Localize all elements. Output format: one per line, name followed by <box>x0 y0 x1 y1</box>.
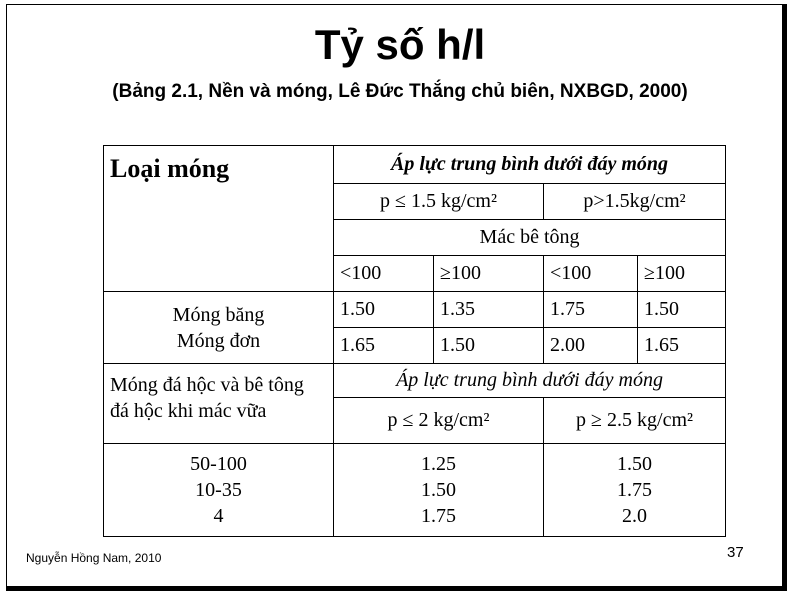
table-cell: 2.0 <box>622 505 648 527</box>
strip-isolated-label <box>104 292 334 364</box>
isolated-foundation-label: Móng đơn <box>176 329 261 352</box>
header-concrete-grade: Mác bê tông <box>334 220 726 256</box>
header-foundation-type: Loại móng <box>104 146 334 292</box>
header-pressure-low: p ≤ 1.5 kg/cm² <box>334 184 544 220</box>
table-cell: 1.50 <box>617 453 653 475</box>
rubble-high-values-cell <box>544 444 726 537</box>
table-cell: 1.50 <box>334 292 434 328</box>
rubble-pressure-low: p ≤ 2 kg/cm² <box>334 398 544 444</box>
rubble-header-avg-pressure: Áp lực trung bình dưới đáy móng <box>334 364 726 398</box>
rubble-grades-cell <box>104 444 334 537</box>
ratio-table <box>103 145 726 537</box>
table-cell: 1.50 <box>421 479 456 501</box>
grade-label: ≥100 <box>638 256 726 292</box>
slide-title: Tỷ số h/l <box>314 21 486 68</box>
table-cell: 1.50 <box>638 292 726 328</box>
strip-foundation-label: Móng băng <box>172 303 265 326</box>
rubble-label-line1: Móng đá hộc và bê tông <box>110 374 304 396</box>
table-cell: 1.75 <box>421 505 456 527</box>
mortar-grade: 10-35 <box>195 479 242 501</box>
grade-label: <100 <box>334 256 434 292</box>
grade-label: <100 <box>544 256 638 292</box>
mortar-grade: 4 <box>213 505 224 527</box>
table-cell: 1.50 <box>434 328 544 364</box>
grade-label: ≥100 <box>434 256 544 292</box>
table-cell: 1.75 <box>544 292 638 328</box>
footer-author: Nguyễn Hồng Nam, 2010 <box>26 551 162 565</box>
header-avg-pressure: Áp lực trung bình dưới đáy móng <box>334 146 726 184</box>
table-cell: 1.75 <box>617 479 653 501</box>
rubble-low-values-cell <box>334 444 544 537</box>
slide-subtitle: (Bảng 2.1, Nền và móng, Lê Đức Thắng chủ biên, NXBGD, 2000) <box>112 81 688 102</box>
rubble-label-line2: đá hộc khi mác vữa <box>110 400 267 422</box>
rubble-pressure-high: p ≥ 2.5 kg/cm² <box>544 398 726 444</box>
rubble-foundation-label <box>104 364 334 444</box>
mortar-grade: 50-100 <box>190 453 247 475</box>
header-pressure-high: p>1.5kg/cm² <box>544 184 726 220</box>
table-cell: 1.65 <box>334 328 434 364</box>
table-cell: 1.35 <box>434 292 544 328</box>
page-number: 37 <box>727 544 744 561</box>
table-cell: 1.65 <box>638 328 726 364</box>
table-cell: 1.25 <box>421 453 456 475</box>
table-cell: 2.00 <box>544 328 638 364</box>
